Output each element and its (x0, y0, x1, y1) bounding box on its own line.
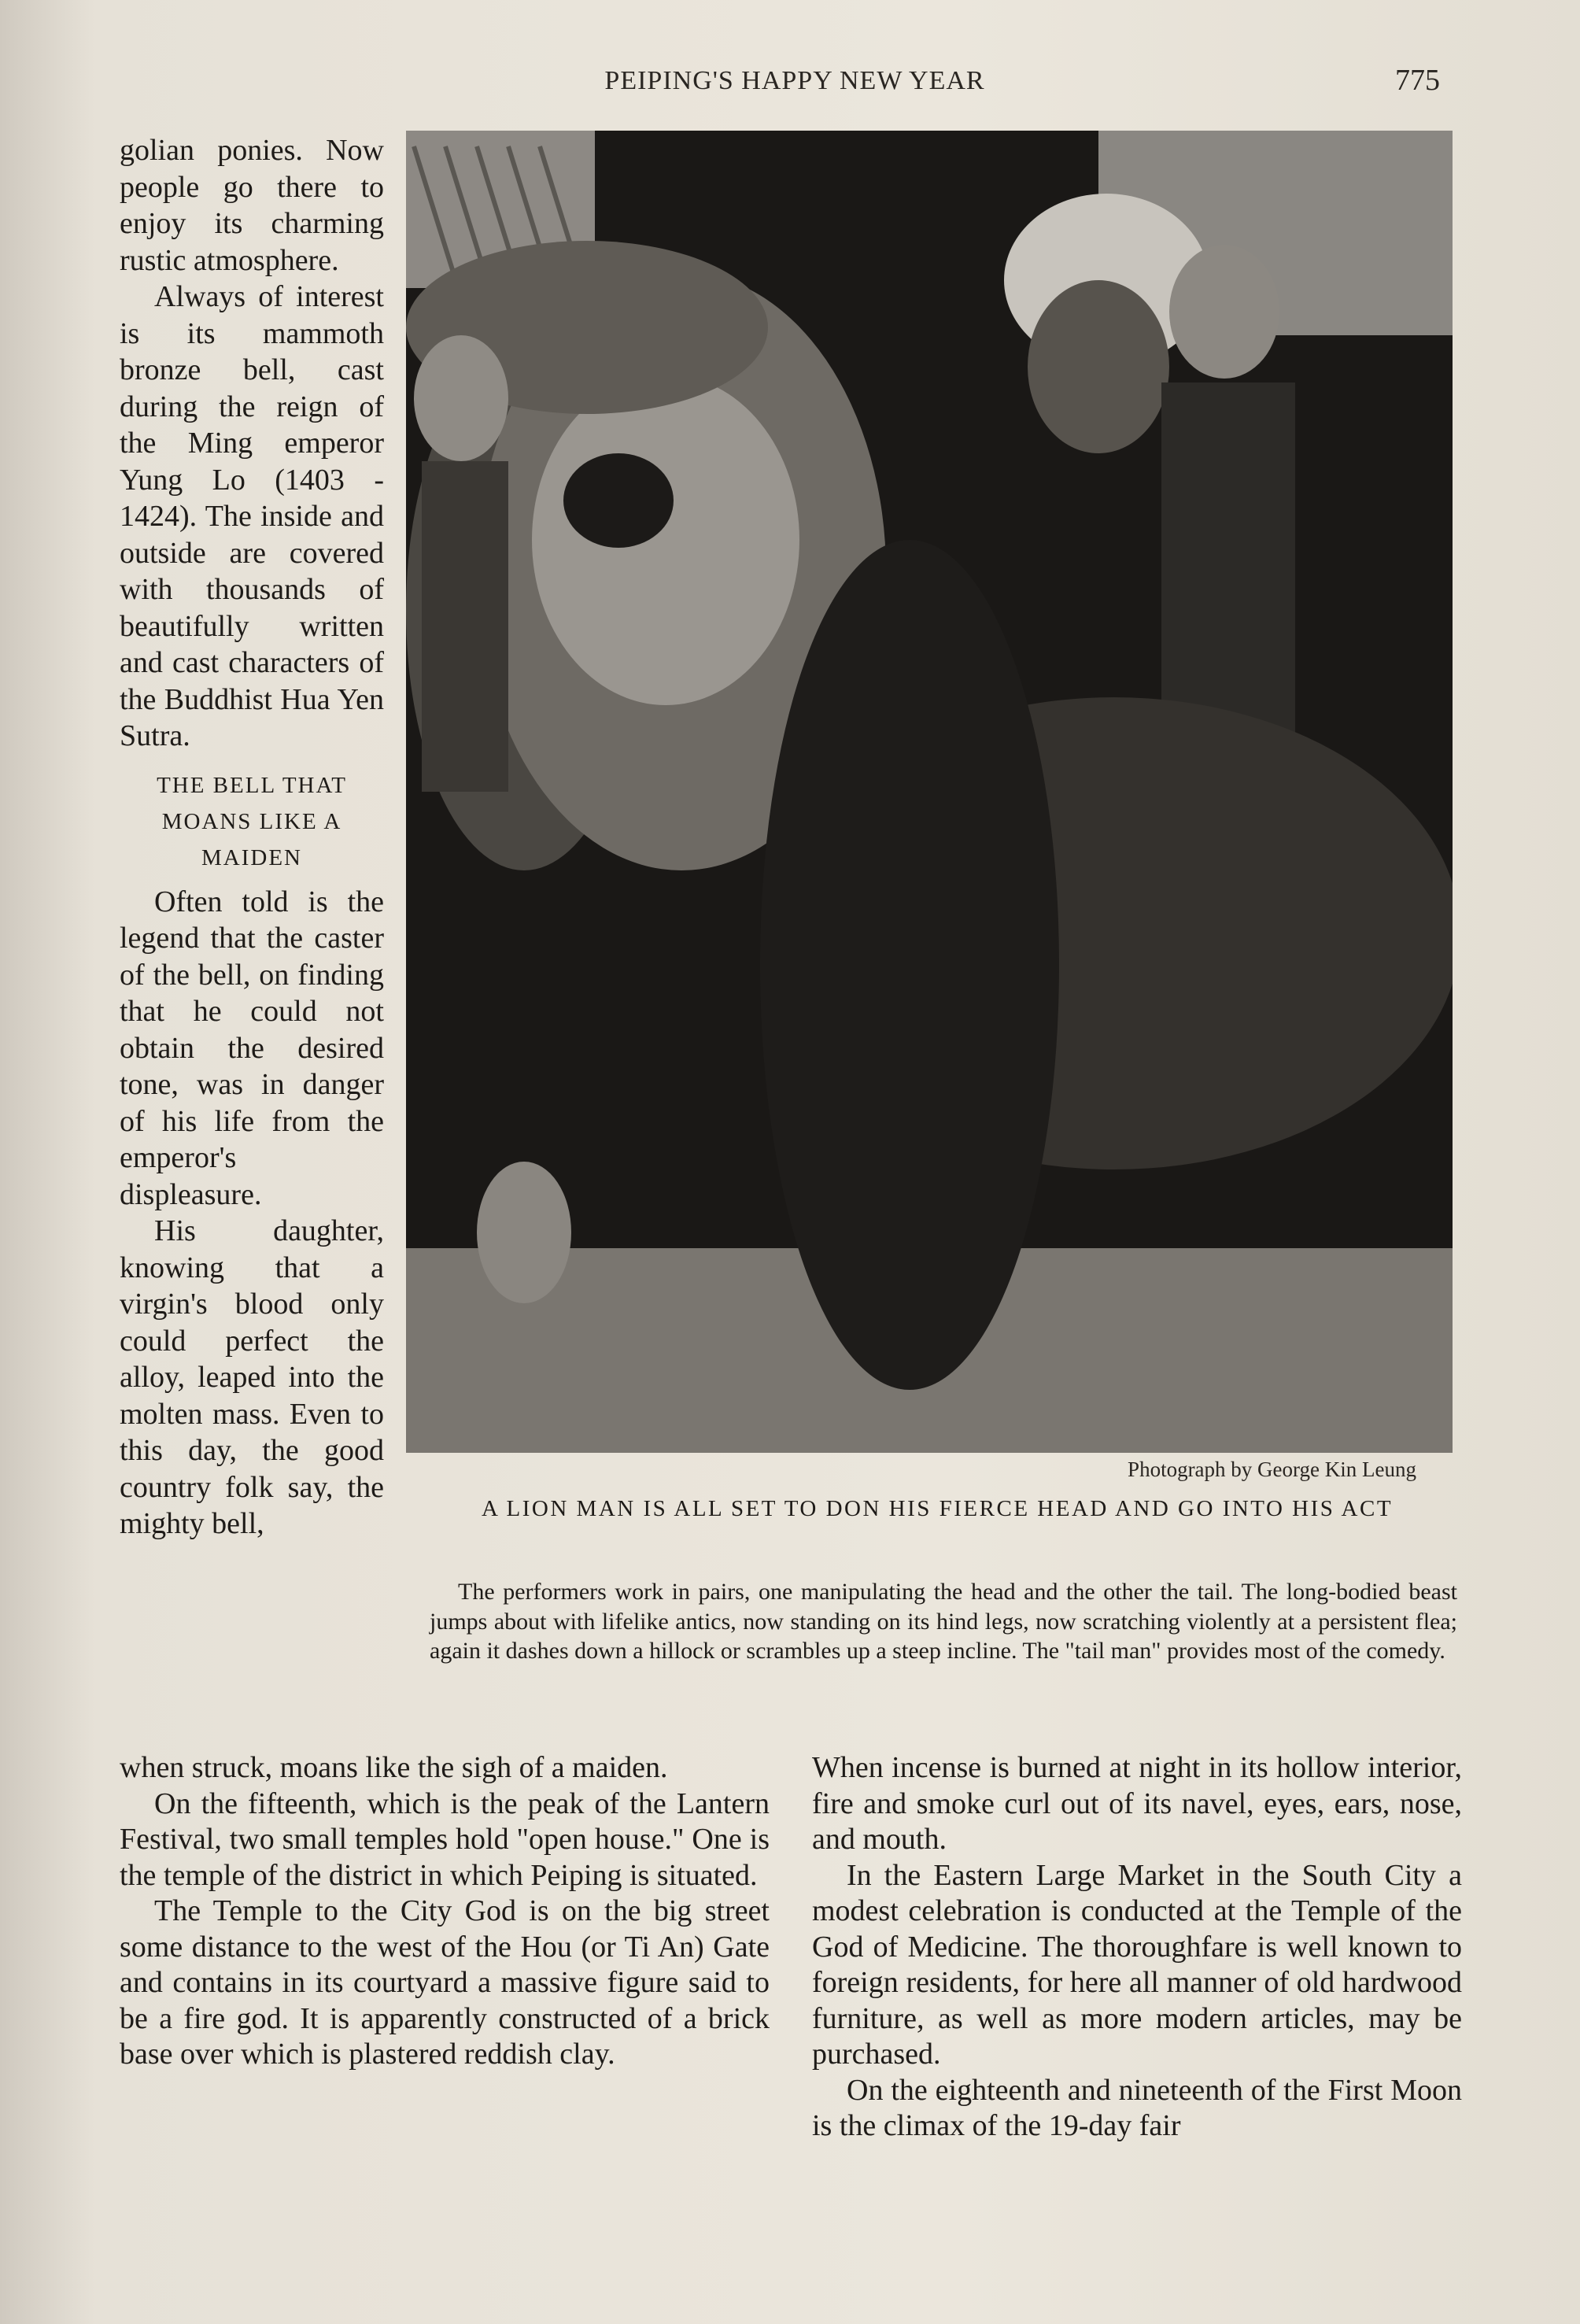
section-subhead: THE BELL THAT MOANS LIKE A MAIDEN (157, 772, 347, 870)
page-number: 775 (1395, 64, 1440, 97)
right-text-column (812, 1750, 1462, 2145)
lion-dance-photograph (406, 131, 1453, 1453)
left-paragraph-1: when struck, moans like the sigh of a maiden. (120, 1751, 668, 1784)
photo-caption-title: A LION MAN IS ALL SET TO DON HIS FIERCE HEAD AND GO INTO HIS ACT (481, 1496, 1394, 1521)
photo-caption-body: The performers work in pairs, one manipulating the head and the other the tail. The long-bodied beast jumps about with lifelike antics, now standing on its hind legs, now scratching violently at a persistent flea; again it dashes down a hillock or scrambles up a steep incline. The "tail man" provides most of the comedy. (430, 1579, 1457, 1664)
narrow-paragraph-4: His daughter, knowing that a virgin's blood only could perfect the alloy, leaped into the molten mass. Even to this day, the good country folk say, the mighty bell, (120, 1214, 384, 1540)
narrow-text-column (120, 132, 384, 1543)
narrow-paragraph-1: golian ponies. Now people go there to enjoy its charming rustic atmosphere. (120, 134, 384, 277)
right-paragraph-3: On the eighteenth and nineteenth of the First Moon is the climax of the 19-day fair (812, 2073, 1462, 2142)
running-head: PEIPING'S HAPPY NEW YEAR (604, 66, 985, 95)
right-paragraph-1: When incense is burned at night in its hollow interior, fire and smoke curl out of its navel, eyes, ears, nose, and mouth. (812, 1751, 1462, 1856)
photo-illustration (406, 131, 1453, 1453)
right-paragraph-2: In the Eastern Large Market in the South City a modest celebration is conducted at the Temple of the God of Medicine. The thoroughfare is well known to foreign residents, for here all manner of old hardwood furniture, as well as more modern articles, may be purchased. (812, 1858, 1462, 2071)
photo-credit: Photograph by George Kin Leung (1128, 1458, 1416, 1481)
narrow-paragraph-2: Always of interest is its mammoth bronze bell, cast during the reign of the Ming emperor Yung Lo (1403 - 1424). The inside and outside are covered with thousands of beautifully written and cast characters of the Buddhist Hua Yen Sutra. (120, 280, 384, 752)
left-paragraph-3: The Temple to the City God is on the big street some distance to the west of the Hou (or Ti An) Gate and contains in its courtyard a massive figure said to be a fire god. It is apparently constructed of a brick base over which is plastered reddish clay. (120, 1894, 770, 2071)
left-text-column (120, 1750, 770, 2073)
left-paragraph-2: On the fifteenth, which is the peak of the Lantern Festival, two small temples hold "open house." One is the temple of the district in which Peiping is situated. (120, 1786, 770, 1892)
narrow-paragraph-3: Often told is the legend that the caster of the bell, on finding that he could not obtain the desired tone, was in danger of his life from the emperor's displeasure. (120, 885, 384, 1211)
